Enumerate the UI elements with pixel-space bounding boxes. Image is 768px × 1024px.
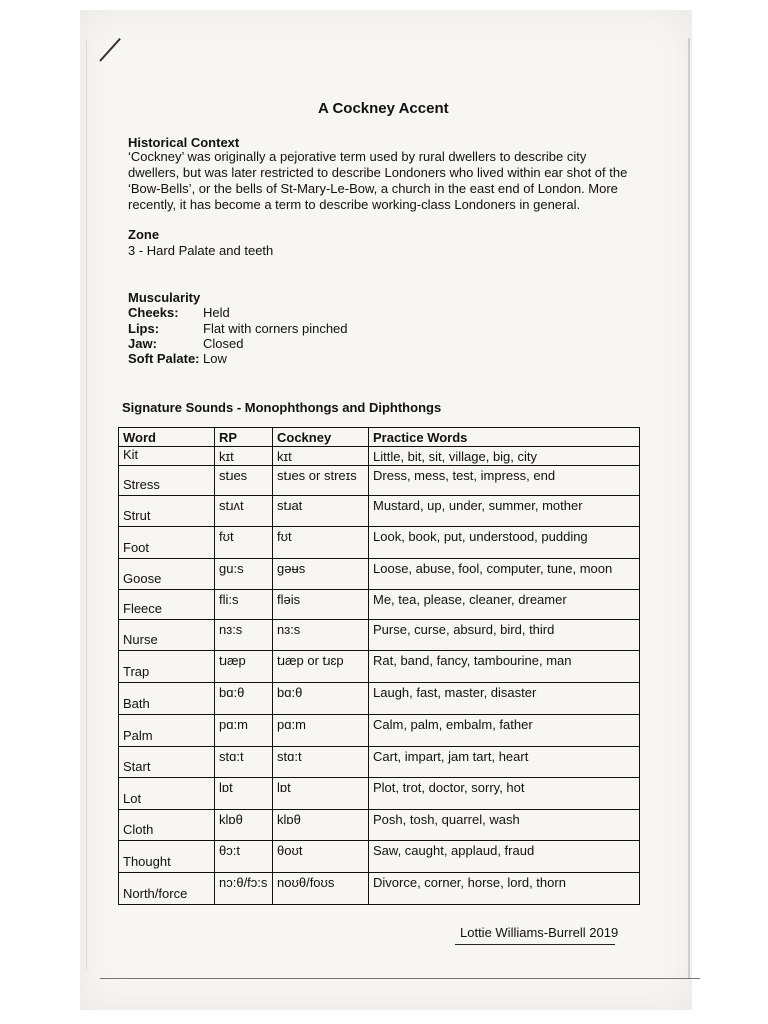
cheeks-label: Cheeks:: [128, 305, 179, 320]
practice-words-cell: Calm, palm, embalm, father: [369, 715, 640, 747]
word-cell: Goose: [119, 559, 215, 590]
rp-cell: fli:s: [215, 590, 273, 620]
cockney-cell: bɑ:θ: [273, 683, 369, 715]
word-cell: Bath: [119, 683, 215, 715]
practice-words-cell: Purse, curse, absurd, bird, third: [369, 620, 640, 651]
rp-cell: stɑ:t: [215, 747, 273, 778]
soft-palate-value: Low: [203, 351, 227, 366]
cockney-cell: stɹes or streɪs: [273, 466, 369, 496]
word-cell: North/force: [119, 873, 215, 905]
practice-words-cell: Laugh, fast, master, disaster: [369, 683, 640, 715]
cockney-cell: noʊθ/foʊs: [273, 873, 369, 905]
jaw-label: Jaw:: [128, 336, 157, 351]
cockney-cell: kɪt: [273, 447, 369, 466]
rp-cell: nɔ:θ/fɔ:s: [215, 873, 273, 905]
practice-words-cell: Plot, trot, doctor, sorry, hot: [369, 778, 640, 810]
cockney-cell: pɑ:m: [273, 715, 369, 747]
cockney-cell: stɑ:t: [273, 747, 369, 778]
table-row: [119, 651, 640, 683]
practice-words-cell: Saw, caught, applaud, fraud: [369, 841, 640, 873]
lips-label: Lips:: [128, 321, 160, 336]
zone-heading: Zone: [128, 227, 160, 242]
table-row: [119, 873, 640, 905]
table-row: [119, 620, 640, 651]
word-cell: Trap: [119, 651, 215, 683]
word-cell: Strut: [119, 496, 215, 527]
table-row: [119, 559, 640, 590]
rp-cell: fʊt: [215, 527, 273, 559]
table-row: [119, 778, 640, 810]
paper-edge-left: [86, 40, 87, 970]
column-header-word: Word: [119, 428, 215, 447]
muscularity-heading: Muscularity: [128, 290, 201, 305]
rp-cell: kɪt: [215, 447, 273, 466]
zone-value: 3 - Hard Palate and teeth: [128, 243, 274, 258]
table-row: [119, 841, 640, 873]
rp-cell: tɹæp: [215, 651, 273, 683]
word-cell: Fleece: [119, 590, 215, 620]
table-row: [119, 810, 640, 841]
signature-sounds-table: [118, 427, 640, 905]
word-cell: Stress: [119, 466, 215, 496]
rp-cell: stɹʌt: [215, 496, 273, 527]
table-row: [119, 527, 640, 559]
cockney-cell: fləis: [273, 590, 369, 620]
rp-cell: lɒt: [215, 778, 273, 810]
table-header-row: [119, 428, 640, 447]
word-cell: Foot: [119, 527, 215, 559]
practice-words-cell: Posh, tosh, quarrel, wash: [369, 810, 640, 841]
table-row: [119, 683, 640, 715]
word-cell: Cloth: [119, 810, 215, 841]
rp-cell: bɑ:θ: [215, 683, 273, 715]
jaw-value: Closed: [203, 336, 244, 351]
page-title: A Cockney Accent: [318, 100, 449, 117]
practice-words-cell: Divorce, corner, horse, lord, thorn: [369, 873, 640, 905]
rp-cell: gu:s: [215, 559, 273, 590]
historical-text: ‘Cockney’ was originally a pejorative term used by rural dwellers to describe city dwellers, but was later restricted to describe Londoners who lived within ear shot of the ‘Bow-Bells’, or the bells of St-Mary-Le-Bow, a church in the east end of London. More recently, it has become a term to describe working-class Londoners in general.: [128, 149, 628, 212]
soft-palate-label: Soft Palate:: [128, 351, 200, 366]
cockney-cell: klɒθ: [273, 810, 369, 841]
author-credit: Lottie Williams-Burrell 2019: [460, 925, 619, 940]
cockney-cell: θoʊt: [273, 841, 369, 873]
column-header-rp: RP: [215, 428, 273, 447]
cockney-cell: gəʉs: [273, 559, 369, 590]
rp-cell: pɑ:m: [215, 715, 273, 747]
cockney-cell: fʊt: [273, 527, 369, 559]
column-header-practice: Practice Words: [369, 428, 640, 447]
practice-words-cell: Me, tea, please, cleaner, dreamer: [369, 590, 640, 620]
practice-words-cell: Rat, band, fancy, tambourine, man: [369, 651, 640, 683]
table-row: [119, 447, 640, 466]
table-row: [119, 496, 640, 527]
rp-cell: klɒθ: [215, 810, 273, 841]
footer-underline: [455, 944, 615, 945]
practice-words-cell: Cart, impart, jam tart, heart: [369, 747, 640, 778]
rp-cell: stɹes: [215, 466, 273, 496]
paper-edge-right: [688, 38, 690, 978]
word-cell: Nurse: [119, 620, 215, 651]
practice-words-cell: Loose, abuse, fool, computer, tune, moon: [369, 559, 640, 590]
cheeks-value: Held: [203, 305, 230, 320]
practice-words-cell: Mustard, up, under, summer, mother: [369, 496, 640, 527]
word-cell: Lot: [119, 778, 215, 810]
word-cell: Kit: [119, 447, 215, 466]
word-cell: Thought: [119, 841, 215, 873]
table-body: [119, 447, 640, 905]
table-row: [119, 590, 640, 620]
cockney-cell: lɒt: [273, 778, 369, 810]
word-cell: Palm: [119, 715, 215, 747]
practice-words-cell: Dress, mess, test, impress, end: [369, 466, 640, 496]
bottom-rule: [100, 978, 700, 979]
table-row: [119, 466, 640, 496]
practice-words-cell: Look, book, put, understood, pudding: [369, 527, 640, 559]
cockney-cell: tɹæp or tɹɛp: [273, 651, 369, 683]
cockney-cell: nɜ:s: [273, 620, 369, 651]
practice-words-cell: Little, bit, sit, village, big, city: [369, 447, 640, 466]
rp-cell: nɜ:s: [215, 620, 273, 651]
column-header-cockney: Cockney: [273, 428, 369, 447]
lips-value: Flat with corners pinched: [203, 321, 348, 336]
word-cell: Start: [119, 747, 215, 778]
historical-heading: Historical Context: [128, 135, 240, 150]
cockney-cell: stɹat: [273, 496, 369, 527]
table-row: [119, 715, 640, 747]
rp-cell: θɔ:t: [215, 841, 273, 873]
signature-heading: Signature Sounds - Monophthongs and Diphthongs: [122, 400, 442, 415]
table-row: [119, 747, 640, 778]
